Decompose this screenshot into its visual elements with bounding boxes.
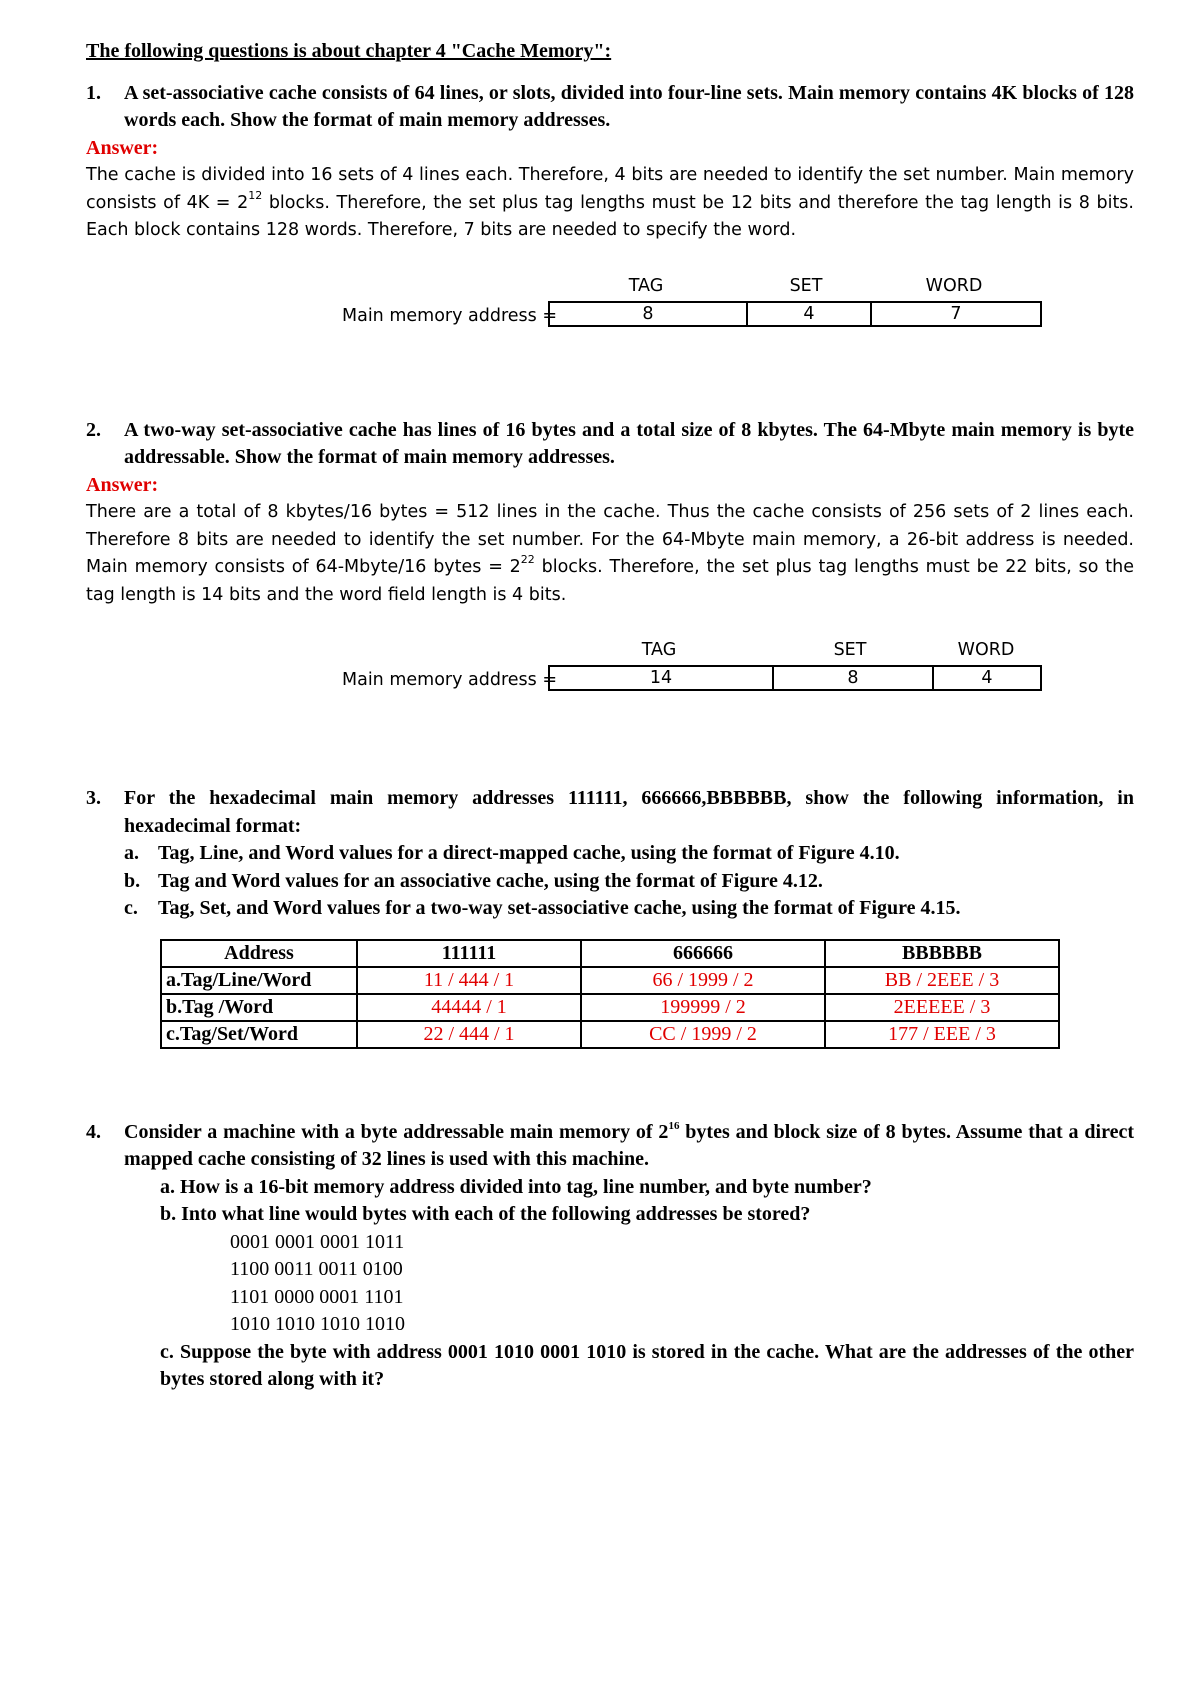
binary-address: 1010 1010 1010 1010 [230, 1313, 405, 1335]
table-cell: BB / 2EEE / 3 [825, 967, 1059, 994]
sub-letter: b. [124, 869, 141, 892]
answer-2-text [86, 499, 1134, 609]
main-memory-address-label: Main memory address = [342, 670, 557, 690]
question-4-sub-b: b. Into what line would bytes with each of the following addresses be stored? [160, 1203, 811, 1225]
sub-text: Tag, Set, and Word values for a two-way set-associative cache, using the format of Figure 4.15. [158, 897, 961, 919]
question-text: For the hexadecimal main memory addresses 111111, 666666,BBBBBB, show the following information, in hexadecimal format: [124, 787, 1134, 837]
answer-text-part: blocks. Therefore, the set plus tag lengths must be 22 bits, so the tag length is 14 bits and the word field length is 4 bits. [86, 557, 1134, 605]
question-number: 3. [86, 787, 101, 809]
table-header-cell: 111111 [357, 940, 581, 967]
question-4 [86, 1119, 1134, 1174]
address-format-box [548, 665, 1042, 691]
field-header-set: SET [789, 275, 823, 296]
table-cell: CC / 1999 / 2 [581, 1021, 825, 1048]
field-header-set: SET [833, 640, 867, 660]
binary-address: 0001 0001 0001 1011 [230, 1230, 405, 1253]
field-header-tag: TAG [628, 275, 664, 296]
exponent: 16 [668, 1119, 680, 1132]
tag-bits: 8 [642, 303, 654, 324]
main-memory-address-label: Main memory address = [342, 305, 557, 326]
table-cell: 177 / EEE / 3 [825, 1021, 1059, 1048]
answer-text-part: blocks. Therefore, the set plus tag lengths must be 12 bits and therefore the tag length is 8 bits. Each block contains 128 words. Therefore, 7 bits are needed to specify the word. [86, 192, 1134, 240]
question-4-sub-c: c. Suppose the byte with address 0001 1010 0001 1010 is stored in the cache. What are the addresses of the other bytes stored along with it? [160, 1340, 1134, 1390]
table-cell: 11 / 444 / 1 [357, 967, 581, 994]
document-page [86, 38, 1134, 1394]
sub-letter: a. [124, 842, 139, 864]
address-format-2 [86, 635, 1134, 697]
question-number: 4. [86, 1120, 101, 1143]
sub-letter: c. [124, 897, 138, 919]
question-text: A two-way set-associative cache has lines of 16 bytes and a total size of 8 kbytes. The 64-Mbyte main memory is byte addressable. Show the format of main memory addresses. [124, 418, 1134, 468]
question-text: bytes and block size of 8 bytes. Assume that a direct mapped cache consisting of 32 lines is used with this machine. [124, 1120, 1134, 1170]
binary-address: 1101 0000 0001 1101 [230, 1285, 404, 1308]
question-text: Consider a machine with a byte addressable main memory of 2 [124, 1120, 669, 1143]
address-table [160, 939, 1060, 1049]
table-row [161, 1021, 1059, 1048]
table-cell: 22 / 444 / 1 [357, 1021, 581, 1048]
question-2 [86, 417, 1134, 472]
field-header-word: WORD [925, 275, 983, 296]
table-header-row [161, 940, 1059, 967]
table-header-cell: 666666 [581, 940, 825, 967]
answer-label: Answer: [86, 473, 159, 496]
question-text: A set-associative cache consists of 64 lines, or slots, divided into four-line sets. Main memory contains 4K blocks of 128 words each. Show the format of main memory addresses. [124, 81, 1134, 131]
question-1 [86, 80, 1134, 135]
table-header-cell: Address [161, 940, 357, 967]
table-cell: 66 / 1999 / 2 [581, 967, 825, 994]
sub-text: Tag and Word values for an associative cache, using the format of Figure 4.12. [158, 869, 823, 892]
answer-1-text [86, 162, 1134, 245]
set-bits: 4 [746, 303, 870, 325]
page-heading: The following questions is about chapter 4 "Cache Memory": [86, 40, 612, 62]
tag-bits: 14 [649, 668, 673, 688]
table-header-cell: BBBBBB [825, 940, 1059, 967]
question-3 [86, 785, 1134, 840]
set-bits: 8 [772, 667, 932, 689]
table-cell: 44444 / 1 [357, 994, 581, 1021]
field-header-word: WORD [957, 640, 1015, 660]
sub-text: Tag, Line, and Word values for a direct-mapped cache, using the format of Figure 4.10. [158, 842, 900, 864]
exponent: 12 [248, 188, 263, 202]
word-bits: 4 [932, 667, 1040, 689]
question-number: 2. [86, 418, 101, 441]
row-label: b.Tag /Word [161, 994, 357, 1021]
table-cell: 199999 / 2 [581, 994, 825, 1021]
answer-text-part: There are a total of 8 kbytes/16 bytes = 512 lines in the cache. Thus the cache consists of 256 sets of 2 lines each. Therefore 8 bits are needed to identify the set number. For the 64-Mbyte main memory, a 26-bit address is needed. Main memory consists of 64-Mbyte/16 bytes = 2 [86, 502, 1134, 577]
question-3-sub-c [86, 895, 1134, 923]
answer-text-part: The cache is divided into 16 sets of 4 lines each. Therefore, 4 bits are needed to identify the set number. Main memory consists of 4K = 2 [86, 165, 1134, 213]
exponent: 22 [520, 553, 535, 566]
row-label: c.Tag/Set/Word [161, 1021, 357, 1048]
field-header-tag: TAG [641, 640, 677, 660]
table-cell: 2EEEEE / 3 [825, 994, 1059, 1021]
row-label: a.Tag/Line/Word [161, 967, 357, 994]
question-3-sub-a [86, 840, 1134, 868]
table-row [161, 994, 1059, 1021]
address-format-box [548, 301, 1042, 327]
answer-label: Answer: [86, 136, 159, 159]
word-bits: 7 [870, 303, 1040, 325]
address-format-1 [86, 271, 1134, 333]
question-3-sub-b [86, 868, 1134, 896]
table-row [161, 967, 1059, 994]
binary-address: 1100 0011 0011 0100 [230, 1258, 403, 1280]
question-number: 1. [86, 81, 101, 104]
question-4-sub-a: a. How is a 16-bit memory address divided into tag, line number, and byte number? [160, 1175, 872, 1198]
